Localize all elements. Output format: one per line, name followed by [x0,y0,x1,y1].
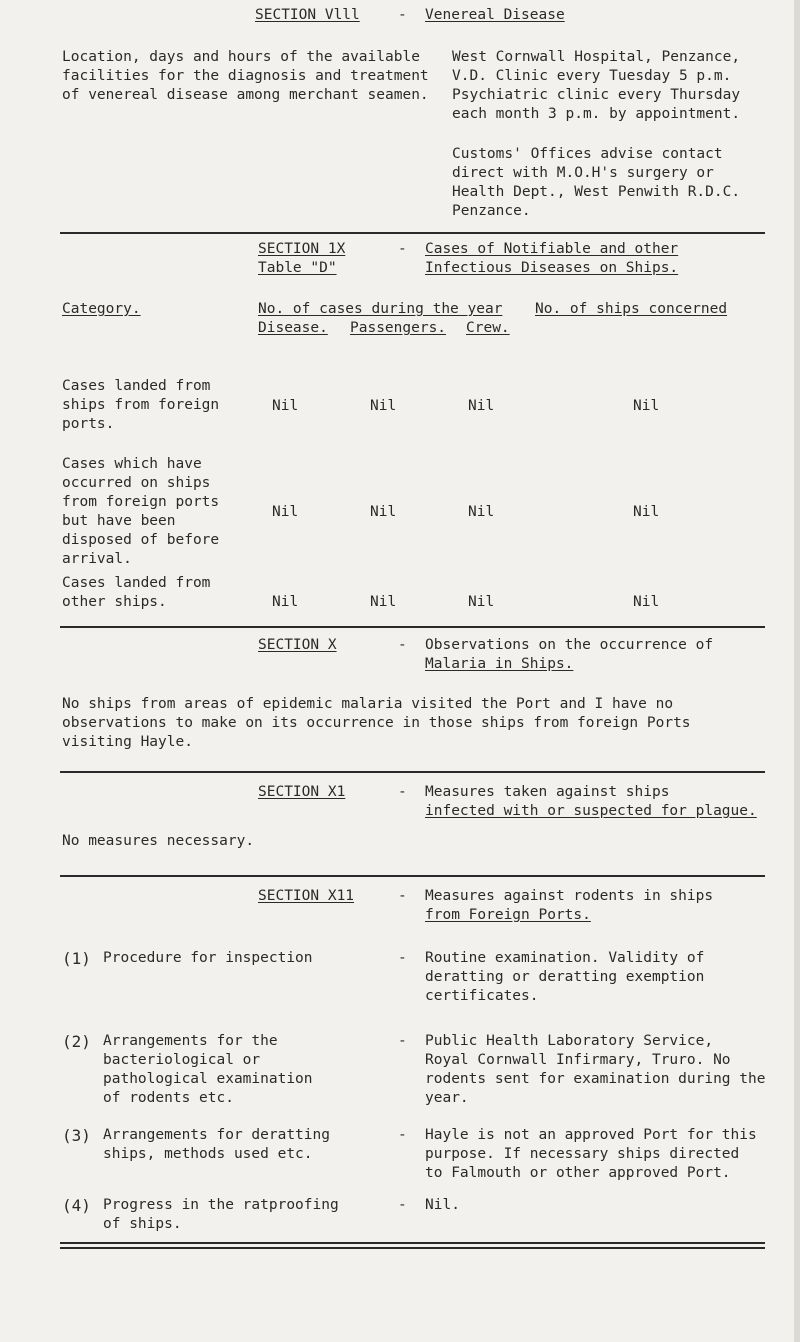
list-item-value: Hayle is not an approved Port for this purpose. If necessary ships directed to Falmouth or other approved Port. [425,1127,757,1181]
table-cell-passengers: Nil [370,504,397,520]
table-cell-crew: Nil [468,398,495,414]
list-item-label: Arrangements for deratting ships, methods used etc. [103,1127,330,1162]
section9-title-line2: Infectious Diseases on Ships. [425,260,679,276]
list-item-value: Public Health Laboratory Service, Royal Cornwall Infirmary, Truro. No rodents sent for examination during the year. [425,1033,766,1106]
section10-heading: SECTION X [258,637,337,653]
table-cell-passengers: Nil [370,398,397,414]
section12-dash: - [398,888,407,904]
section10-dash: - [398,637,407,653]
section10-title-line2: Malaria in Ships. [425,656,574,672]
divider [60,771,765,773]
table-cell-disease: Nil [272,504,299,520]
table-cell-ships: Nil [633,398,660,414]
list-item-value: Nil. [425,1197,460,1213]
section11-title-line1: Measures taken against ships [425,784,670,800]
table-cell-disease: Nil [272,398,299,414]
divider [60,1247,765,1249]
section8-dash: - [398,7,407,23]
list-item-number: (1) [62,949,91,968]
section8-title: Venereal Disease [425,7,565,23]
table-row-category: Cases landed from ships from foreign ports. [62,378,220,432]
section10-body: No ships from areas of epidemic malaria visited the Port and I have no observations to make on its occurrence in those ships from foreign Ports visiting Hayle. [62,696,691,750]
list-item-dash: - [398,1033,407,1049]
section11-body: No measures necessary. [62,833,255,849]
category-header: Category. [62,301,141,317]
list-item-number: (2) [62,1032,91,1051]
section9-heading: SECTION 1X [258,241,346,257]
section11-title-line2: infected with or suspected for plague. [425,803,757,819]
table-row-category: Cases which have occurred on ships from foreign ports but have been disposed of before arrival. [62,456,220,567]
section8-right-text2: Customs' Offices advise contact direct with M.O.H's surgery or Health Dept., West Penwith R.D.C. Penzance. [452,146,741,219]
list-item-label: Procedure for inspection [103,950,313,966]
section11-dash: - [398,784,407,800]
section11-heading: SECTION X1 [258,784,346,800]
table-cell-crew: Nil [468,504,495,520]
list-item-number: (4) [62,1196,91,1215]
col-header-passengers: Passengers. [350,320,447,336]
section9-dash: - [398,241,407,257]
table-cell-passengers: Nil [370,594,397,610]
col-header-crew: Crew. [466,320,510,336]
divider [60,626,765,628]
table-cell-ships: Nil [633,504,660,520]
divider [60,1242,765,1244]
table-cell-ships: Nil [633,594,660,610]
cases-header: No. of cases during the year [258,301,503,317]
section9-subheading: Table "D" [258,260,337,276]
page-edge-shadow [794,0,800,1342]
list-item-dash: - [398,1127,407,1143]
table-row-category: Cases landed from other ships. [62,575,211,610]
section12-heading: SECTION X11 [258,888,355,904]
section8-right-text: West Cornwall Hospital, Penzance, V.D. Clinic every Tuesday 5 p.m. Psychiatric clinic every Thursday each month 3 p.m. by appointment. [452,49,741,122]
section12-title-line2: from Foreign Ports. [425,907,591,923]
list-item-value: Routine examination. Validity of deratting or deratting exemption certificates. [425,950,705,1004]
list-item-dash: - [398,1197,407,1213]
section9-title-line1: Cases of Notifiable and other [425,241,679,257]
col-header-disease: Disease. [258,320,328,336]
section12-title-line1: Measures against rodents in ships [425,888,714,904]
table-cell-crew: Nil [468,594,495,610]
divider [60,232,765,234]
list-item-number: (3) [62,1126,91,1145]
list-item-label: Progress in the ratproofing of ships. [103,1197,339,1232]
table-cell-disease: Nil [272,594,299,610]
section8-left-text: Location, days and hours of the available facilities for the diagnosis and treatment of venereal disease among merchant seamen. [62,49,429,103]
ships-header: No. of ships concerned [535,301,728,317]
divider [60,875,765,877]
section8-heading: SECTION Vlll [255,7,360,23]
list-item-label: Arrangements for the bacteriological or pathological examination of rodents etc. [103,1033,313,1106]
list-item-dash: - [398,950,407,966]
section10-title-line1: Observations on the occurrence of [425,637,714,653]
